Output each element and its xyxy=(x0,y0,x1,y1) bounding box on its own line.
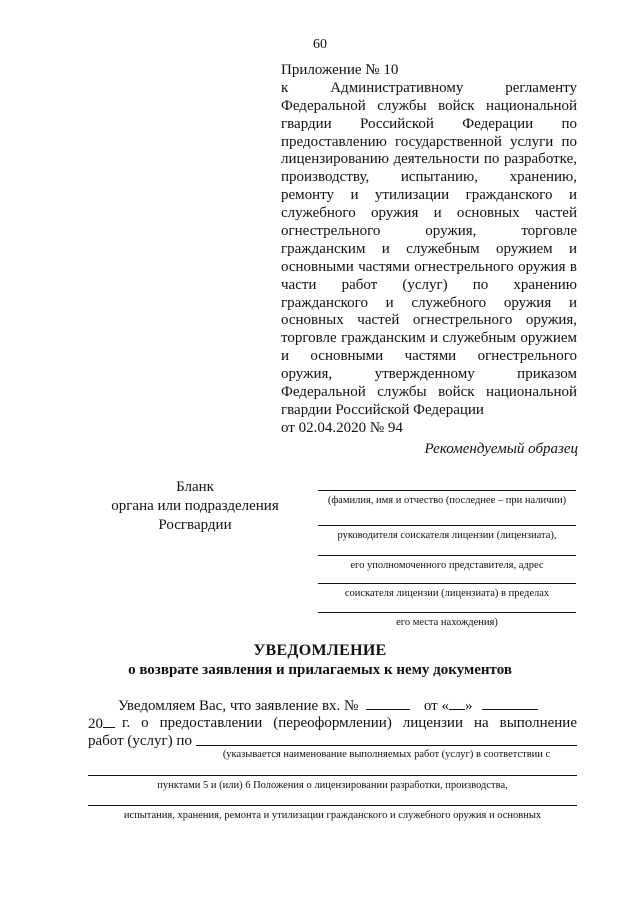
works-fill-line-2[interactable] xyxy=(88,775,577,776)
body-text: » xyxy=(464,698,473,714)
appendix-line: производству, испытанию, хранению, xyxy=(281,169,577,186)
addressee-field-1[interactable] xyxy=(318,490,576,507)
appendix-line: к Административному регламенту xyxy=(281,79,577,96)
field-caption: соискателя лицензии (лицензиата) в пределах xyxy=(344,588,550,599)
appendix-line: Федеральной службы войск национальной xyxy=(281,97,577,114)
works-caption-2: пунктами 5 и (или) 6 Положения о лицензировании разработки, производства, xyxy=(157,780,508,791)
body-line-2 xyxy=(88,715,577,733)
body-line-3 xyxy=(88,733,192,750)
appendix-line: гражданского и служебного оружия и xyxy=(281,294,577,311)
recommended-sample-label: Рекомендуемый образец xyxy=(424,441,578,457)
issuer-blank xyxy=(100,478,290,535)
works-fill-line-3[interactable] xyxy=(88,805,577,806)
works-caption-3: испытания, хранения, ремонта и утилизации гражданского и служебного оружия и основных xyxy=(123,810,542,821)
appendix-line: служебного оружия и основных частей xyxy=(281,205,577,222)
blank-line: органа или подразделения xyxy=(111,498,279,514)
appendix-line: гвардии Российской Федерации xyxy=(281,401,484,418)
appendix-line: и основными частями огнестрельного xyxy=(281,348,577,365)
appendix-line: части работ (услуг) по хранению xyxy=(281,276,577,293)
blank-line: Бланк xyxy=(176,479,214,495)
appendix-line: Приложение № 10 xyxy=(281,62,399,78)
appendix-line: лицензированию деятельности по разработке, xyxy=(281,151,577,168)
field-caption: руководителя соискателя лицензии (лицензиата), xyxy=(337,530,557,541)
number-field[interactable] xyxy=(366,697,410,710)
body-text: Уведомляем Вас, что заявление вх. № xyxy=(118,698,359,714)
appendix-line: основными частями огнестрельного оружия в xyxy=(281,258,577,275)
appendix-line: оружия, утвержденному приказом xyxy=(281,366,577,383)
appendix-line: ремонту и утилизации гражданского и xyxy=(281,187,577,204)
field-caption: (фамилия, имя и отчество (последнее – при наличии) xyxy=(327,495,567,506)
works-fill-line-1[interactable] xyxy=(196,745,577,746)
appendix-line: основных частей огнестрельного оружия, xyxy=(281,312,577,329)
appendix-line: огнестрельного оружия, торговле xyxy=(281,223,577,240)
notice-subtitle: о возврате заявления и прилагаемых к нему документов xyxy=(128,662,512,678)
body-line-1 xyxy=(118,697,538,715)
field-caption: его уполномоченного представителя, адрес xyxy=(350,560,544,571)
blank-line: Росгвардии xyxy=(158,517,232,533)
fill-line[interactable] xyxy=(318,583,576,584)
field-caption: его места нахождения) xyxy=(396,617,498,628)
body-text: работ (услуг) по xyxy=(88,733,192,749)
appendix-line: предоставлению государственной услуги по xyxy=(281,133,577,150)
page-number: 60 xyxy=(313,37,327,52)
body-text: г. о предоставлении (переоформлении) лицензии на выполнение xyxy=(122,715,577,731)
appendix-header xyxy=(281,62,577,438)
fill-line[interactable] xyxy=(318,525,576,526)
appendix-line: гвардии Российской Федерации по xyxy=(281,115,577,132)
month-field[interactable] xyxy=(482,697,538,710)
appendix-line: Федеральной службы войск национальной xyxy=(281,384,577,401)
day-field[interactable] xyxy=(449,697,465,710)
addressee-field-2[interactable] xyxy=(318,525,576,542)
appendix-line: от 02.04.2020 № 94 xyxy=(281,419,403,436)
body-text: от « xyxy=(423,698,449,714)
works-caption-1: (указывается наименование выполняемых работ (услуг) в соответствии с xyxy=(222,749,551,760)
addressee-field-4[interactable] xyxy=(318,583,576,600)
appendix-line: торговле гражданским и служебным оружием xyxy=(281,330,577,347)
addressee-field-5[interactable] xyxy=(318,612,576,629)
appendix-line: гражданским и служебным оружием и xyxy=(281,240,577,257)
notice-title: УВЕДОМЛЕНИЕ xyxy=(253,642,387,659)
body-text: 20 xyxy=(88,716,103,732)
year-field[interactable] xyxy=(103,715,115,728)
fill-line[interactable] xyxy=(318,612,576,613)
addressee-field-3[interactable] xyxy=(318,555,576,572)
fill-line[interactable] xyxy=(318,555,576,556)
fill-line[interactable] xyxy=(318,490,576,491)
